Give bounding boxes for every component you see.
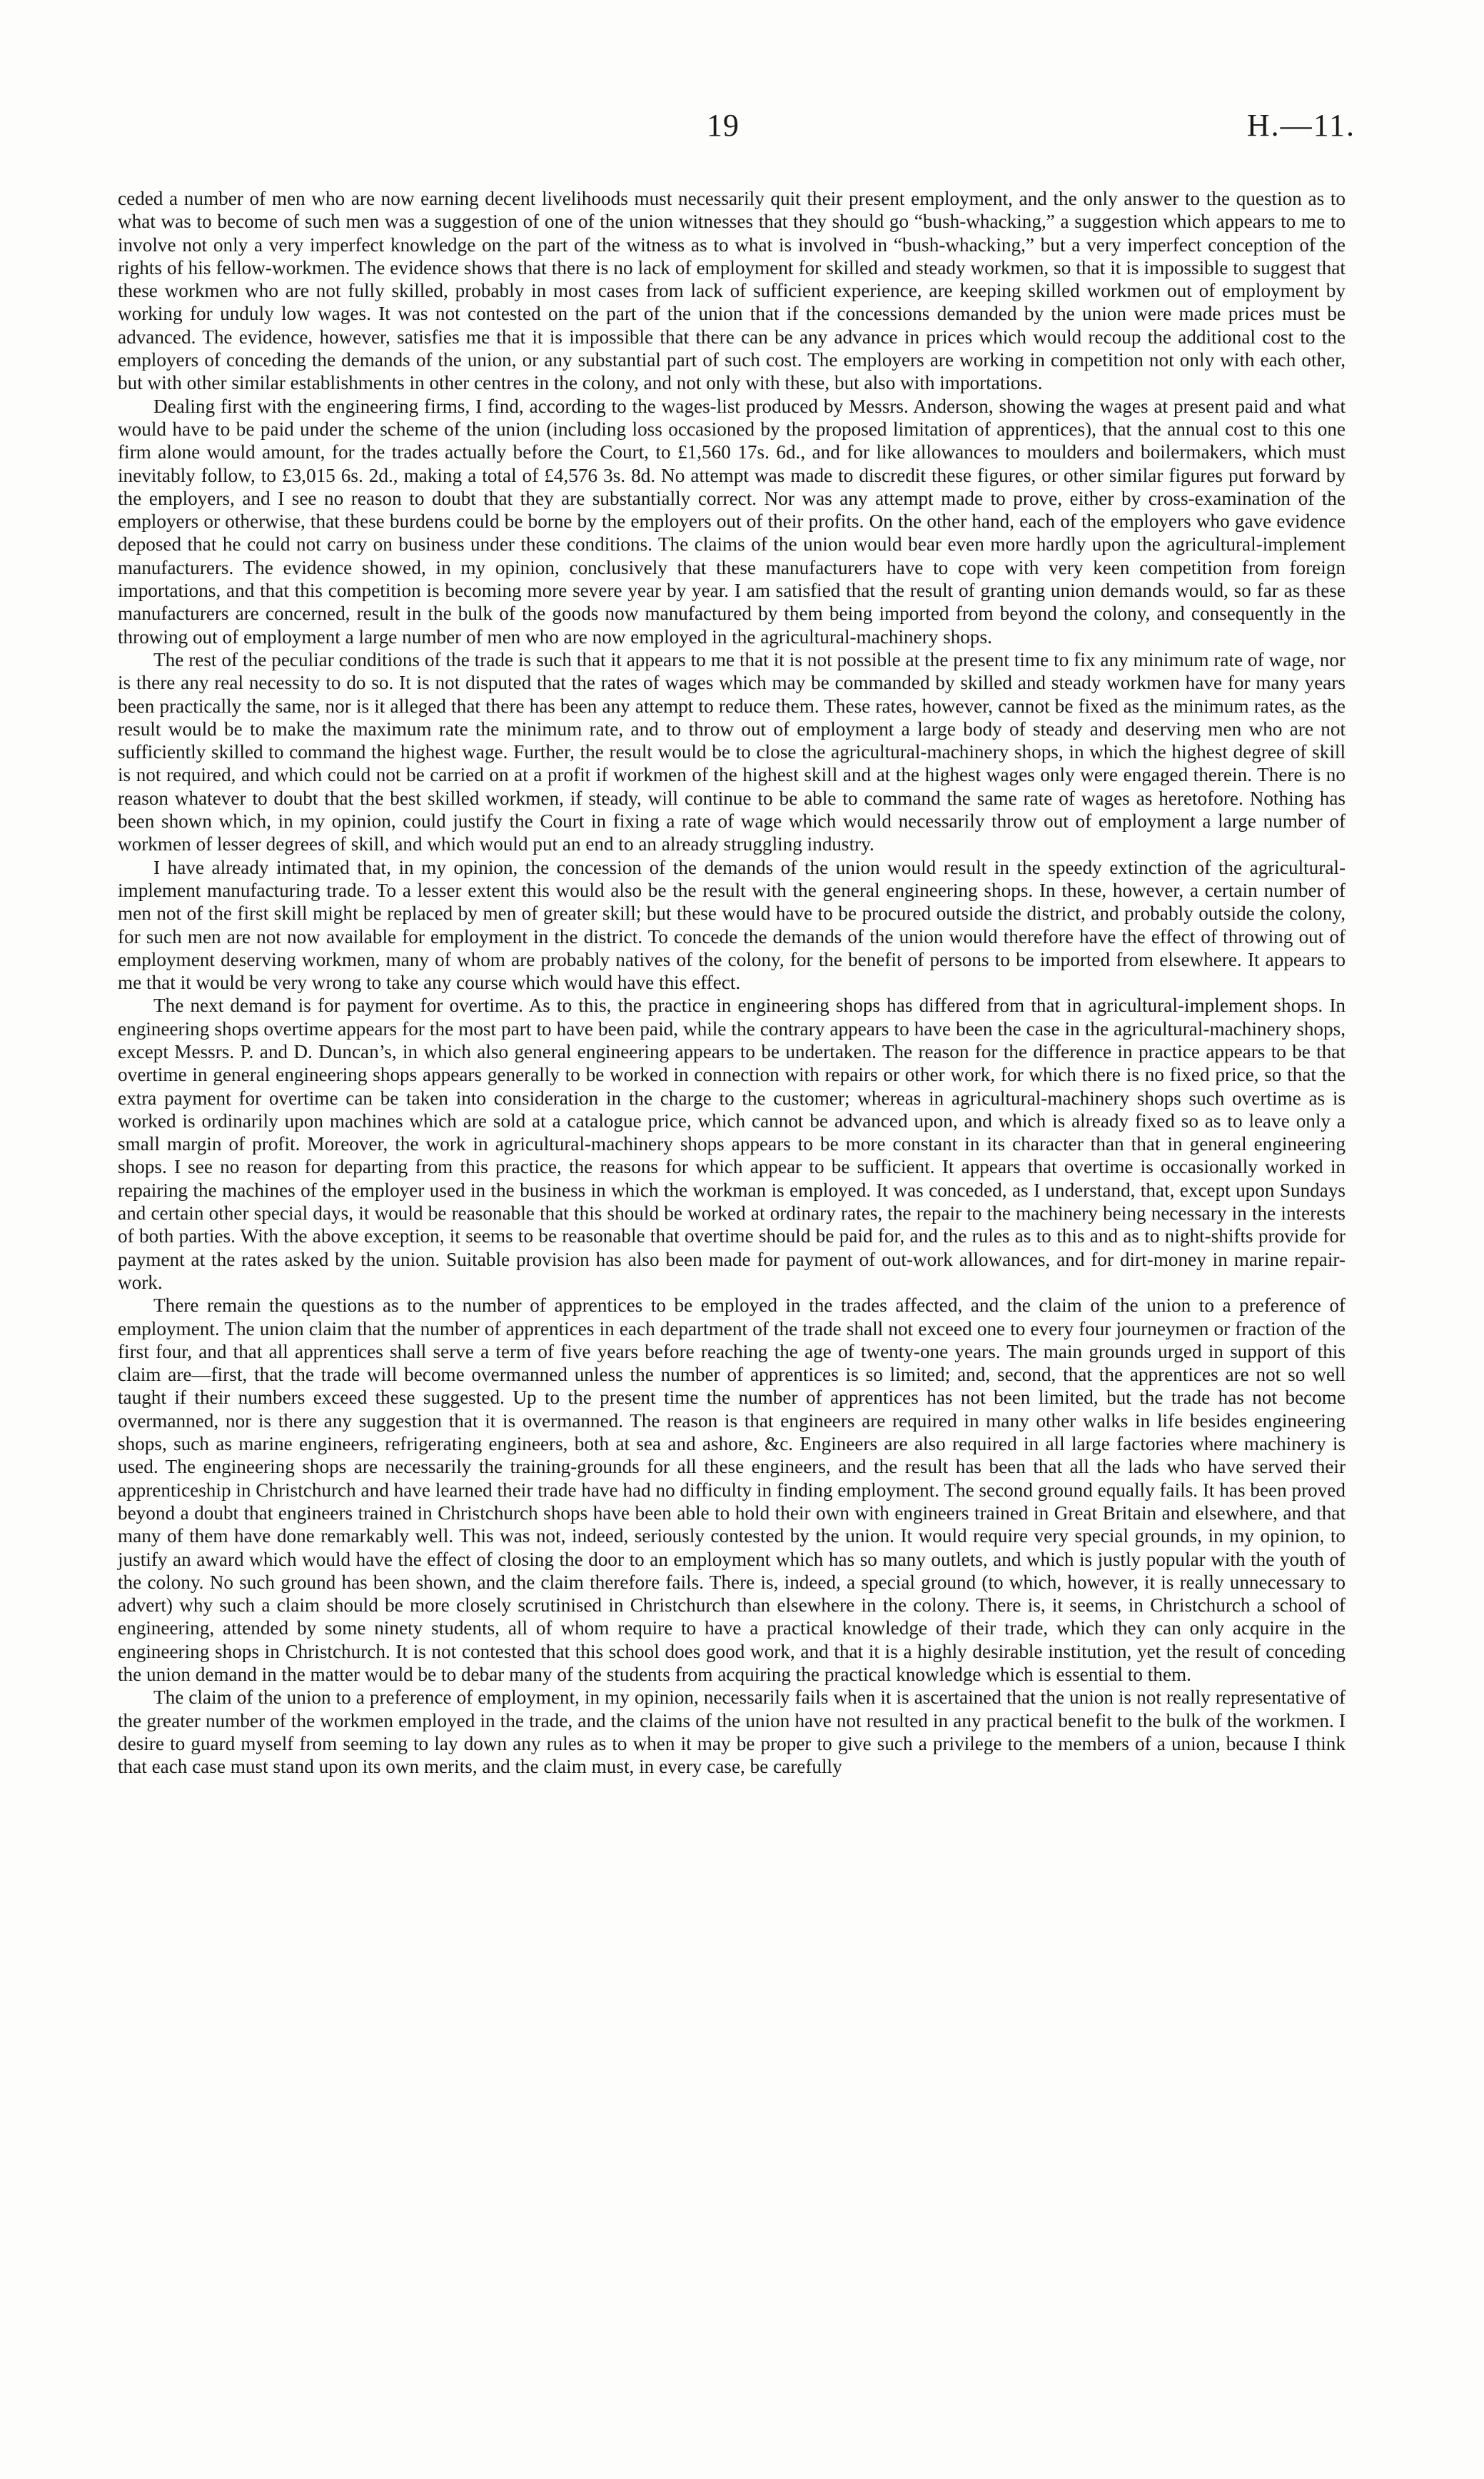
paragraph: The next demand is for payment for overtime. As to this, the practice in engineering shops has differed from that in agricultural-implement shops. In engineering shops overtime appears for the most part to have been paid, while the contrary appears to have been the case in the agricultural-machinery shops, except Messrs. P. and D. Duncan’s, in which also general engineering appears to be undertaken. The reason for the difference in practice appears to be that overtime in general engineering shops appears generally to be worked in connection with repairs or other work, for which there is no fixed price, so that the extra payment for overtime can be taken into consideration in the charge to the customer; whereas in agricultural-machinery shops such overtime as is worked is ordinarily upon machines which are sold at a catalogue price, which cannot be advanced upon, and which is already fixed so as to leave only a small margin of profit. Moreover, the work in agricultural-machinery shops appears to be more constant in its character than that in general engineering shops. I see no reason for departing from this practice, the reasons for which appear to be sufficient. It appears that overtime is occasionally worked in repairing the machines of the employer used in the business in which the workman is employed. It was conceded, as I understand, that, except upon Sundays and certain other special days, it would be reasonable that this should be worked at ordinary rates, the repair to the machinery being necessary in the interests of both parties. With the above exception, it seems to be reasonable that overtime should be paid for, and the rules as to this and as to night-shifts provide for payment at the rates asked by the union. Suitable provision has also been made for payment of out-work allowances, and for dirt-money in marine repair-work. (118, 995, 1346, 1293)
document-reference: H.—11. (1246, 108, 1356, 143)
paragraph: I have already intimated that, in my opinion, the concession of the demands of the union would result in the speedy extinction of the agricultural-implement manufacturing trade. To a lesser extent this would also be the result with the general engineering shops. In these, however, a certain number of men not of the first skill might be replaced by men of greater skill; but these would have to be procured outside the district, and probably outside the colony, for such men are not now available for employment in the district. To concede the demands of the union would therefore have the effect of throwing out of employment deserving workmen, many of whom are probably natives of the colony, for the benefit of persons to be imported from elsewhere. It appears to me that it would be very wrong to take any course which would have this effect. (118, 856, 1346, 994)
paragraph-continued: ceded a number of men who are now earning decent livelihoods must necessarily quit their present employment, and the only answer to the question as to what was to become of such men was a suggestion of one of the union witnesses that they should go “bush-whacking,” a suggestion which appears to me to involve not only a very imperfect knowledge on the part of the witness as to what is involved in “bush-whacking,” but a very imperfect conception of the rights of his fellow-workmen. The evidence shows that there is no lack of employment for skilled and steady workmen, so that it is impossible to suggest that these workmen who are not fully skilled, probably in most cases from lack of sufficient experience, are keeping skilled workmen out of employment by working for unduly low wages. It was not contested on the part of the union that if the concessions demanded by the union were made prices must be advanced. The evidence, however, satisfies me that it is impossible that there can be any advance in prices which would recoup the additional cost to the employers of conceding the demands of the union, or any substantial part of such cost. The employers are working in competition not only with each other, but with other similar establishments in other centres in the colony, and not only with these, but also with importations. (118, 188, 1346, 394)
page-number: 19 (707, 108, 740, 143)
paragraph: Dealing first with the engineering firms, I find, according to the wages-list produced by Messrs. Anderson, showing the wages at present paid and what would have to be paid under the scheme of the union (including loss occasioned by the proposed limitation of apprentices), that the annual cost to this one firm alone would amount, for the trades actually before the Court, to £1,560 17s. 6d., and for like allowances to moulders and boilermakers, which must inevitably follow, to £3,015 6s. 2d., making a total of £4,576 3s. 8d. No attempt was made to discredit these figures, or other similar figures put forward by the employers, and I see no reason to doubt that they are substantially correct. Nor was any attempt made to prove, either by cross-examination of the employers or otherwise, that these burdens could be borne by the employers out of their profits. On the other hand, each of the employers who gave evidence deposed that he could not carry on business under these conditions. The claims of the union would bear even more hardly upon the agricultural-implement manufacturers. The evidence showed, in my opinion, conclusively that these manufacturers have to cope with very keen competition from foreign importations, and that this competition is becoming more severe year by year. I am satisfied that the result of granting union demands would, so far as these manufacturers are concerned, result in the bulk of the goods now manufactured by them being imported from beyond the colony, and consequently in the throwing out of employment a large number of men who are now employed in the agricultural-machinery shops. (118, 395, 1346, 648)
paragraph: The claim of the union to a preference of employment, in my opinion, necessarily fails when it is ascertained that the union is not really representative of the greater number of the workmen employed in the trade, and the claims of the union have not resulted in any practical benefit to the bulk of the workmen. I desire to guard myself from seeming to lay down any rules as to when it may be proper to give such a privilege to the members of a union, because I think that each case must stand upon its own merits, and the claim must, in every case, be carefully (118, 1686, 1346, 1778)
paragraph: There remain the questions as to the number of apprentices to be employed in the trades affected, and the claim of the union to a preference of employment. The union claim that the number of apprentices in each department of the trade shall not exceed one to every four journeymen or fraction of the first four, and that all apprentices shall serve a term of five years before reaching the age of twenty-one years. The main grounds urged in support of this claim are—first, that the trade will become overmanned unless the number of apprentices is so limited; and, second, that the apprentices are not so well taught if their numbers exceed these suggested. Up to the present time the number of apprentices has not been limited, but the trade has not become overmanned, nor is there any suggestion that it is overmanned. The reason is that engineers are required in many other walks in life besides engineering shops, such as marine engineers, refrigerating engineers, both at sea and ashore, &c. Engineers are also required in all large factories where machinery is used. The engineering shops are necessarily the training-grounds for all these engineers, and the result has been that all the lads who have served their apprenticeship in Christchurch and have learned their trade have had no difficulty in finding employment. The second ground equally fails. It has been proved beyond a doubt that engineers trained in Christchurch shops have been able to hold their own with engineers trained in Great Britain and elsewhere, and that many of them have done remarkably well. This was not, indeed, seriously contested by the union. It would require very special grounds, in my opinion, to justify an award which would have the effect of closing the door to an employment which has so many outlets, and which is justly popular with the youth of the colony. No such ground has been shown, and the claim therefore fails. There is, indeed, a special ground (to which, however, it is really unnecessary to advert) why such a claim should be more closely scrutinised in Christchurch than elsewhere in the colony. There is, it seems, in Christchurch a school of engineering, attended by some ninety students, all of whom require to have a practical knowledge of their trade, which they can only acquire in the engineering shops in Christchurch. It is not contested that this school does good work, and that it is a highly desirable institution, yet the result of conceding the union demand in the matter would be to debar many of the students from acquiring the practical knowledge which is essential to them. (118, 1294, 1346, 1685)
paragraph: The rest of the peculiar conditions of the trade is such that it appears to me that it is not possible at the present time to fix any minimum rate of wage, nor is there any real necessity to do so. It is not disputed that the rates of wages which may be commanded by skilled and steady workmen have for many years been practically the same, nor is it alleged that there has been any attempt to reduce them. These rates, however, cannot be fixed as the minimum rates, as the result would be to make the maximum rate the minimum rate, and to throw out of employment a large body of steady and deserving men who are not sufficiently skilled to command the highest wage. Further, the result would be to close the agricultural-machinery shops, in which the highest degree of skill is not required, and which could not be carried on at a profit if workmen of the highest skill and at the highest wages only were engaged therein. There is no reason whatever to doubt that the best skilled workmen, if steady, will continue to be able to command the same rate of wages as heretofore. Nothing has been shown which, in my opinion, could justify the Court in fixing a rate of wage which would necessarily throw out of employment a large number of workmen of lesser degrees of skill, and which would put an end to an already struggling industry. (118, 648, 1346, 855)
page-header (0, 107, 1484, 150)
body-text (118, 187, 1346, 1778)
